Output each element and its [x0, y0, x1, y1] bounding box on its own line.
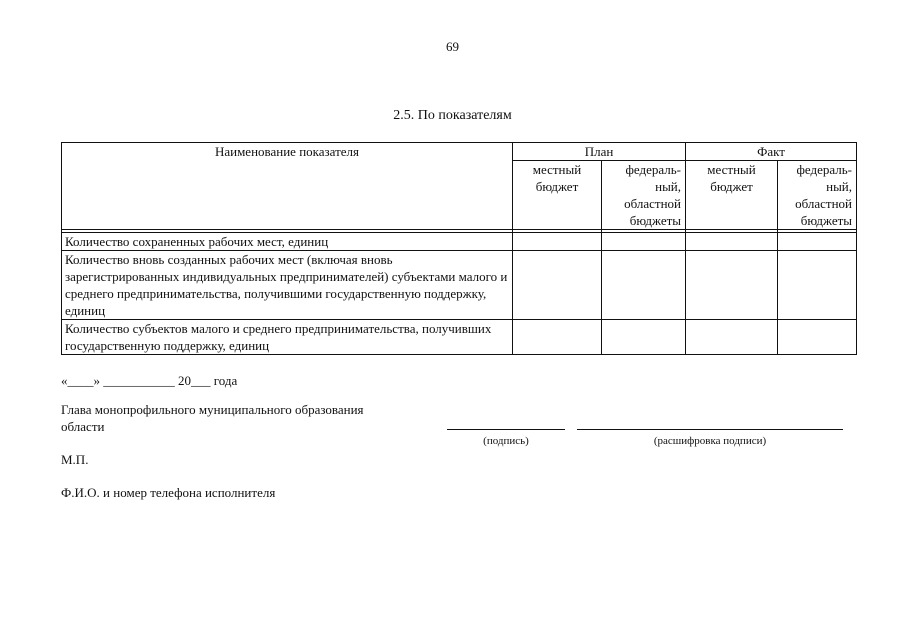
- row-cell[interactable]: [513, 233, 602, 251]
- signature-line: [447, 429, 565, 430]
- head-title: Глава монопрофильного муниципального образования области: [61, 402, 364, 434]
- signature-caption: (подпись): [483, 435, 529, 447]
- date-line: «____» ___________ 20___ года: [61, 373, 238, 388]
- indicators-table: [61, 142, 857, 355]
- row-cell[interactable]: [778, 251, 857, 320]
- header-plan: План: [513, 143, 686, 161]
- table-row: [62, 251, 857, 320]
- row-indicator-name: Количество субъектов малого и среднего предпринимательства, получивших государственную поддержку, единиц: [62, 320, 513, 355]
- row-cell[interactable]: [778, 233, 857, 251]
- signature-decode-line: [577, 429, 843, 430]
- page-number: 69: [446, 39, 459, 54]
- header-indicator-name: Наименование показателя: [62, 143, 513, 230]
- row-cell[interactable]: [602, 251, 686, 320]
- row-cell[interactable]: [602, 233, 686, 251]
- signature-decode-caption: (расшифровка подписи): [653, 435, 767, 447]
- stamp-label: М.П.: [61, 452, 89, 467]
- row-cell[interactable]: [513, 320, 602, 355]
- row-cell[interactable]: [686, 233, 778, 251]
- row-cell[interactable]: [602, 320, 686, 355]
- row-indicator-name: Количество сохраненных рабочих мест, единиц: [62, 233, 513, 251]
- table-header-row: [62, 143, 857, 161]
- header-plan-federal-budget: федераль-ный, областной бюджеты: [602, 161, 686, 230]
- section-title: 2.5. По показателям: [393, 108, 512, 123]
- row-cell[interactable]: [686, 251, 778, 320]
- header-fact-federal-budget: федераль-ный, областной бюджеты: [778, 161, 857, 230]
- table-row: [62, 320, 857, 355]
- row-indicator-name: Количество вновь созданных рабочих мест (включая вновь зарегистрированных индивидуальных предпринимателей) субъектами малого и среднего предпринимательства, получившими государственную поддержку, единиц: [62, 251, 513, 320]
- row-cell[interactable]: [513, 251, 602, 320]
- header-plan-local-budget: местный бюджет: [513, 161, 602, 230]
- row-cell[interactable]: [686, 320, 778, 355]
- header-fact: Факт: [686, 143, 857, 161]
- header-fact-local-budget: местный бюджет: [686, 161, 778, 230]
- row-cell[interactable]: [778, 320, 857, 355]
- table-row: [62, 233, 857, 251]
- executor-label: Ф.И.О. и номер телефона исполнителя: [61, 485, 276, 500]
